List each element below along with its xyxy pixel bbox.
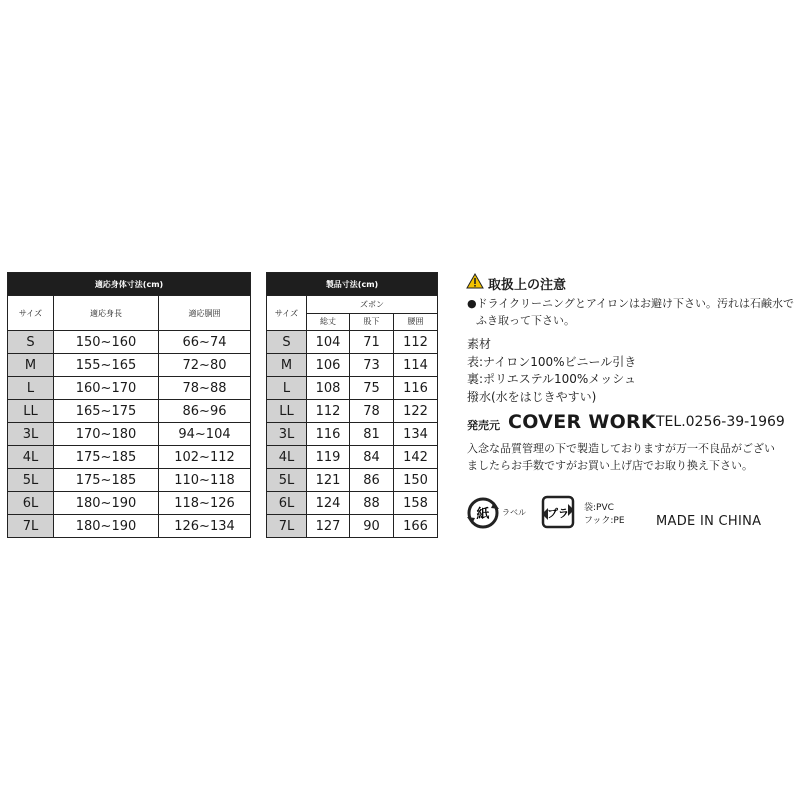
materials-lining: 裏:ポリエステル100%メッシュ [467,372,637,386]
size-cell: 4L [8,446,54,469]
total-length-cell: 108 [307,377,350,400]
size-cell: L [267,377,307,400]
table-row [267,446,438,469]
size-header: サイズ [267,296,307,331]
height-range-cell: 155~165 [54,354,159,377]
inseam-cell: 86 [350,469,394,492]
waist-range-cell: 86~96 [159,400,251,423]
waist-range-cell: 78~88 [159,377,251,400]
plastic-recycle-icon [540,494,576,530]
total-length-header: 総丈 [307,313,350,331]
total-length-cell: 127 [307,515,350,538]
total-length-cell: 104 [307,331,350,354]
size-cell: 5L [267,469,307,492]
materials-water-repellent: 撥水(水をはじきやすい) [467,389,597,404]
height-range-cell: 150~160 [54,331,159,354]
paper-recycle-label: ラベル [502,508,526,517]
seller-label: 発売元 [467,419,500,432]
hip-cell: 166 [394,515,438,538]
caution-line: ふき取って下さい。 [476,314,575,327]
inseam-cell: 81 [350,423,394,446]
hip-cell: 158 [394,492,438,515]
product-size-title: 製品寸法(cm) [267,273,438,296]
hip-cell: 112 [394,331,438,354]
table-row [8,354,251,377]
notice-line: 入念な品質管理の下で製造しておりますが万一不良品がござい [467,442,775,455]
table-row [8,400,251,423]
plastic-hook-material: フック:PE [584,516,625,526]
size-cell: S [267,331,307,354]
waist-range-cell: 118~126 [159,492,251,515]
pants-group-header: ズボン [307,296,438,314]
height-range-cell: 160~170 [54,377,159,400]
size-cell: M [8,354,54,377]
height-range-cell: 165~175 [54,400,159,423]
table-row [8,515,251,538]
waist-range-cell: 110~118 [159,469,251,492]
table-row [8,377,251,400]
size-cell: 4L [267,446,307,469]
table-row [8,446,251,469]
hip-cell: 116 [394,377,438,400]
inseam-cell: 78 [350,400,394,423]
caution-title: 取扱上の注意 [488,278,567,293]
height-range-cell: 170~180 [54,423,159,446]
height-range-cell: 180~190 [54,492,159,515]
materials-block [467,336,636,406]
hip-cell: 114 [394,354,438,377]
hip-header: 腰囲 [394,313,438,331]
table-row [267,492,438,515]
table-row [8,492,251,515]
waist-header: 適応胴囲 [159,296,251,331]
hip-cell: 150 [394,469,438,492]
size-cell: 5L [8,469,54,492]
plastic-bag-material: 袋:PVC [584,503,614,513]
height-range-cell: 175~185 [54,446,159,469]
table-row [267,469,438,492]
quality-notice [467,440,775,474]
body-size-title: 適応身体寸法(cm) [8,273,251,296]
caution-text [467,295,794,329]
height-range-cell: 175~185 [54,469,159,492]
table-row [8,423,251,446]
size-cell: 7L [8,515,54,538]
size-cell: 6L [267,492,307,515]
size-cell: LL [8,400,54,423]
table-row [267,515,438,538]
table-row [8,469,251,492]
waist-range-cell: 72~80 [159,354,251,377]
brand-name: COVER WORK [508,411,656,433]
size-cell: 3L [8,423,54,446]
total-length-cell: 106 [307,354,350,377]
plastic-mark-text: プラ [547,507,569,520]
size-cell: S [8,331,54,354]
size-cell: 3L [267,423,307,446]
inseam-cell: 71 [350,331,394,354]
inseam-cell: 84 [350,446,394,469]
hip-cell: 134 [394,423,438,446]
hip-cell: 142 [394,446,438,469]
notice-line: ましたらお手数ですがお買い上げ店でお取り換え下さい。 [467,459,753,472]
table-row [267,400,438,423]
table-row [267,423,438,446]
caution-line: ●ドライクリーニングとアイロンはお避け下さい。汚れは石鹸水で [467,297,795,310]
height-range-cell: 180~190 [54,515,159,538]
body-size-table [7,272,251,538]
country-of-origin: MADE IN CHINA [656,514,762,529]
phone-number: TEL.0256-39-1969 [656,414,785,430]
inseam-header: 股下 [350,313,394,331]
waist-range-cell: 126~134 [159,515,251,538]
total-length-cell: 112 [307,400,350,423]
total-length-cell: 121 [307,469,350,492]
total-length-cell: 116 [307,423,350,446]
waist-range-cell: 102~112 [159,446,251,469]
table-row [267,354,438,377]
size-cell: 7L [267,515,307,538]
inseam-cell: 90 [350,515,394,538]
waist-range-cell: 94~104 [159,423,251,446]
total-length-cell: 119 [307,446,350,469]
hip-cell: 122 [394,400,438,423]
paper-mark-text: 紙 [476,507,490,522]
size-cell: L [8,377,54,400]
table-row [8,331,251,354]
paper-recycle-icon [466,496,500,530]
waist-range-cell: 66~74 [159,331,251,354]
total-length-cell: 124 [307,492,350,515]
inseam-cell: 75 [350,377,394,400]
warning-icon [466,273,484,289]
table-row [267,331,438,354]
inseam-cell: 88 [350,492,394,515]
size-header: サイズ [8,296,54,331]
size-cell: 6L [8,492,54,515]
materials-heading: 素材 [467,337,492,351]
product-size-table [266,272,438,538]
materials-outer: 表:ナイロン100%ビニール引き [467,354,637,369]
table-row [267,377,438,400]
size-cell: LL [267,400,307,423]
size-cell: M [267,354,307,377]
height-header: 適応身長 [54,296,159,331]
inseam-cell: 73 [350,354,394,377]
